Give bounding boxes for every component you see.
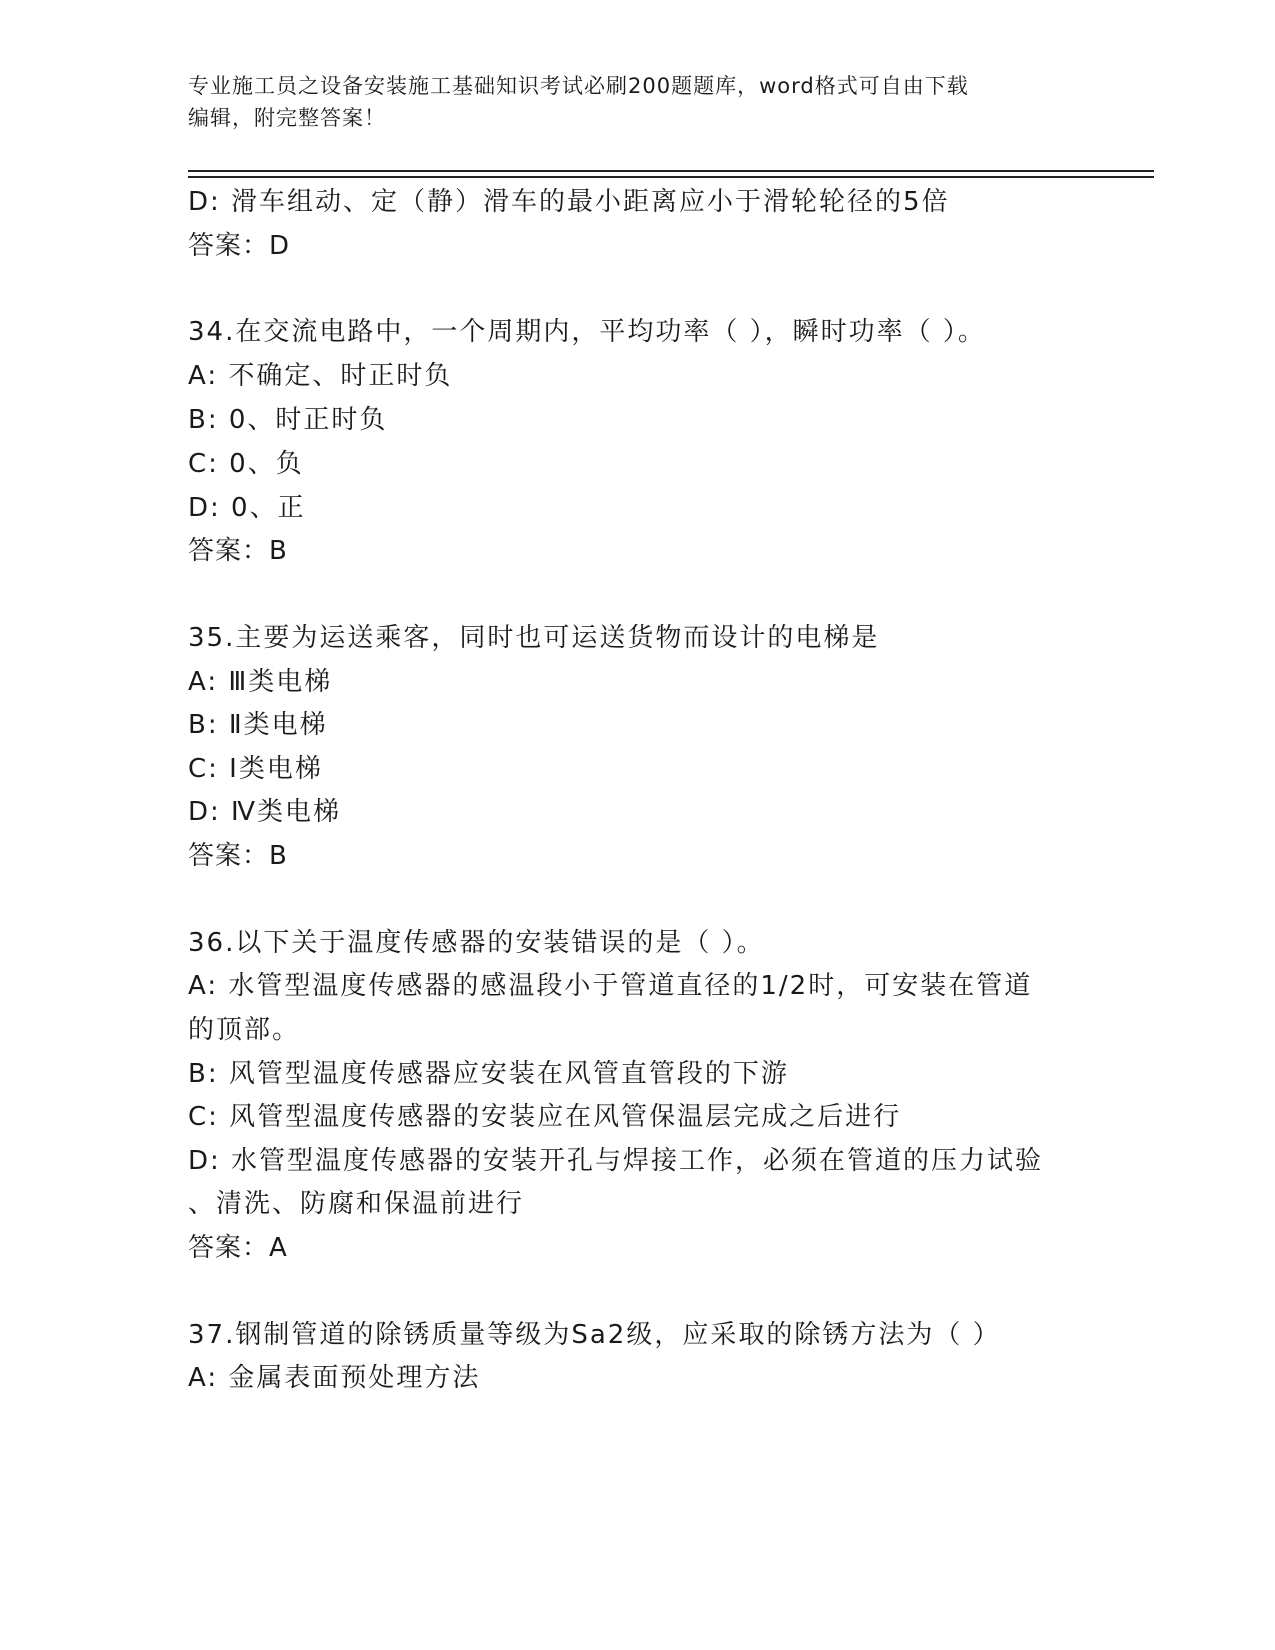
q36-option-a-line1: A: 水管型温度传感器的感温段小于管道直径的1/2时，可安装在管道 <box>188 971 1033 1001</box>
q36-option-b: B: 风管型温度传感器应安装在风管直管段的下游 <box>188 1059 789 1089</box>
q35-option-b: B: Ⅱ类电梯 <box>188 710 328 740</box>
q36-question: 36.以下关于温度传感器的安装错误的是（ ）。 <box>188 928 765 958</box>
q34-option-d: D: 0、正 <box>188 493 306 523</box>
q36-option-d-line1: D: 水管型温度传感器的安装开孔与焊接工作，必须在管道的压力试验 <box>188 1146 1044 1176</box>
q35-question: 35.主要为运送乘客，同时也可运送货物而设计的电梯是 <box>188 623 880 653</box>
q35-answer: 答案：B <box>188 841 288 871</box>
header-title-line2: 编辑，附完整答案！ <box>188 106 386 130</box>
q33-answer: 答案：D <box>188 231 291 261</box>
header-rule-bottom <box>188 176 1154 178</box>
q37-option-a: A: 金属表面预处理方法 <box>188 1363 481 1393</box>
q34-option-a: A: 不确定、时正时负 <box>188 361 453 391</box>
q33-option-d: D: 滑车组动、定（静）滑车的最小距离应小于滑轮轮径的5倍 <box>188 187 950 217</box>
q35-option-d: D: Ⅳ类电梯 <box>188 797 342 827</box>
q34-answer: 答案：B <box>188 536 288 566</box>
header-title-line1: 专业施工员之设备安装施工基础知识考试必刷200题题库，word格式可自由下载 <box>188 74 969 98</box>
q34-option-b: B: 0、时正时负 <box>188 405 388 435</box>
q35-option-c: C: Ⅰ类电梯 <box>188 754 323 784</box>
q37-question: 37.钢制管道的除锈质量等级为Sa2级，应采取的除锈方法为（ ） <box>188 1320 1001 1350</box>
header-rule-top <box>188 170 1154 172</box>
q36-answer: 答案：A <box>188 1233 288 1263</box>
q34-option-c: C: 0、负 <box>188 449 304 479</box>
q34-question: 34.在交流电路中，一个周期内，平均功率（ ），瞬时功率（ ）。 <box>188 317 986 347</box>
q36-option-a-line2: 的顶部。 <box>188 1015 301 1045</box>
q36-option-d-line2: 、清洗、防腐和保温前进行 <box>188 1189 525 1219</box>
q35-option-a: A: Ⅲ类电梯 <box>188 667 333 697</box>
q36-option-c: C: 风管型温度传感器的安装应在风管保温层完成之后进行 <box>188 1102 902 1132</box>
